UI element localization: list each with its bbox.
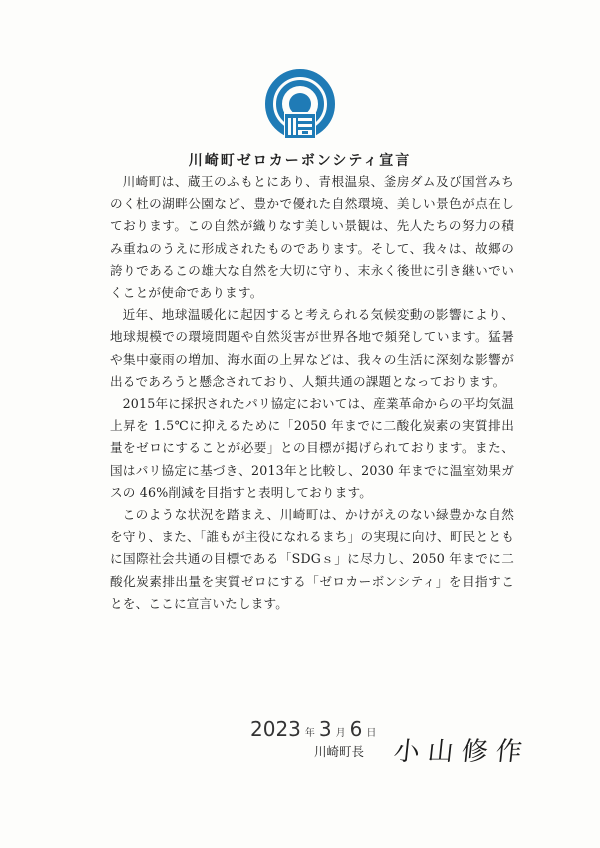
paragraph-2: 近年、地球温暖化に起因すると考えられる気候変動の影響により、地球規模での環境問題や自然災害が世界各地で頻発しています。猛暑や集中豪雨の増加、海水面の上昇などは、我々の生活に深刻な影響が出るであろうと懸念されており、人類共通の課題となっております。 <box>110 307 514 389</box>
date-year: 2023 <box>250 717 301 741</box>
date-day: 6 <box>349 717 363 741</box>
declaration-body <box>110 171 514 615</box>
paragraph-1: 川崎町は、蔵王のふもとにあり、青根温泉、釜房ダム及び国営みちのく杜の湖畔公園など、豊かで優れた自然環境、美しい景色が点在しております。この自然が織りなす美しい景観は、先人たちの努力の積み重ねのうえに形成されたものであります。そして、我々は、故郷の誇りであるこの雄大な自然を大切に守り、末永く後世に引き継いでいくことが使命であります。 <box>110 174 514 301</box>
declaration-date <box>250 717 380 741</box>
kawasaki-town-emblem-icon <box>264 66 336 146</box>
date-year-unit: 年 <box>304 728 315 739</box>
page-title: 川崎町ゼロカーボンシティ宣言 <box>188 153 412 169</box>
date-month-unit: 月 <box>335 728 346 739</box>
date-month: 3 <box>318 717 332 741</box>
signatory-title: 川崎町長 <box>314 744 365 759</box>
date-day-unit: 日 <box>366 728 377 739</box>
paragraph-3: 2015年に採択されたパリ協定においては、産業革命からの平均気温上昇を 1.5℃に抑えるために「2050 年までに二酸化炭素の実質排出量をゼロにすることが必要」との目標が掲げられております。また、国はパリ協定に基づき、2013年と比較し、2030 年までに温室効果ガスの 46%削減を目指すと表明しております。 <box>110 396 514 500</box>
paragraph-4: このような状況を踏まえ、川崎町は、かけがえのない緑豊かな自然を守り、また、「誰もが主役になれるまち」の実現に向け、町民とともに国際社会共通の目標である「SDGｓ」に尽力し、2050 年までに二酸化炭素排出量を実質ゼロにする「ゼロカーボンシティ」を目指すことを、ここに宣言いたします。 <box>110 507 514 611</box>
signatory-signature: 小山修作 <box>392 737 532 767</box>
